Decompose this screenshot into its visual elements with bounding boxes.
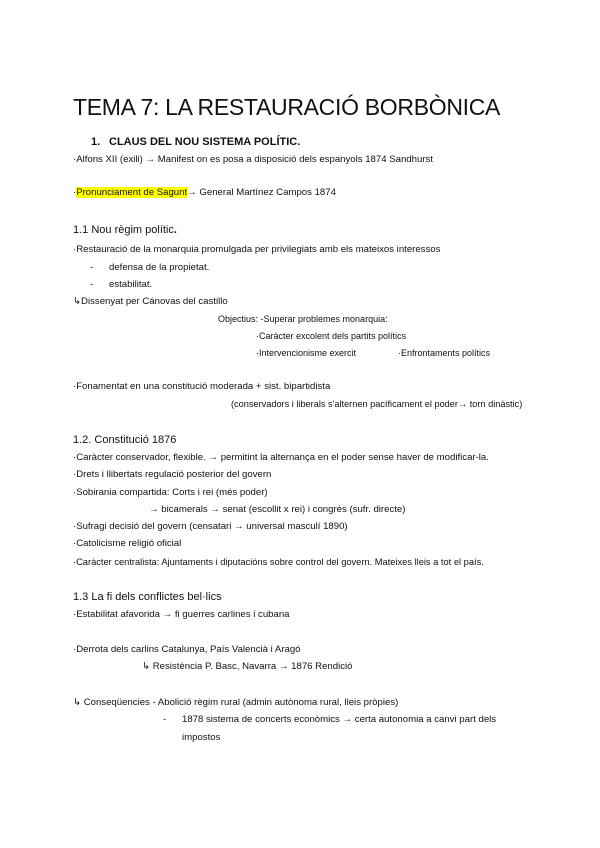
bullet-dash: -: [90, 262, 94, 273]
subsection-1-1-dot: .: [173, 224, 177, 236]
objectius-a: ·Caràcter excolent dels partits polítics: [256, 331, 407, 341]
fonamentat-line: ·Fonamentat en una constitució moderada + sist. bipartidista: [73, 381, 331, 392]
constitucio-line: ·Sobirania compartida: Corts i rei (més poder): [73, 487, 268, 498]
estabilitat-line: ·Estabilitat afavorida → fi guerres carlines i cubana: [73, 609, 290, 620]
restauracio-line: ·Restauració de la monarquia promulgada per privilegiats amb els mateixos interessos: [73, 244, 441, 255]
derrota-line: ·Derrota dels carlins Catalunya, País Valencià i Aragó: [73, 644, 301, 655]
objectius-c: ·Enfrontaments polítics: [398, 348, 491, 358]
constitucio-line: ·Catolicisme religió oficial: [73, 538, 182, 549]
subsection-1-3: 1.3 La fi dels conflictes bel·lics: [73, 591, 222, 603]
concerts-line-1: 1878 sistema de concerts econòmics → certa autonomia a canvi part dels: [182, 714, 497, 725]
bullet-dash: -: [90, 279, 94, 290]
objectius-b: ·Intervencionisme exercit: [256, 348, 357, 358]
dissenyat-line: ↳Dissenyat per Cánovas del castillo: [73, 296, 228, 307]
alfons-line: ·Alfons XII (exili) → Manifest on es posa a disposició dels espanyols 1874 Sandhurst: [73, 154, 433, 165]
pronunciament-line: [73, 187, 336, 199]
bullet-estabilitat: estabilitat.: [109, 279, 153, 290]
fonamentat-note: (conservadors i liberals s'alternen pacíficament el poder→ torn dinàstic): [231, 399, 523, 409]
concerts-line-2: impostos: [182, 732, 221, 743]
constitucio-line: → bicamerals → senat (escollit x rei) i congrés (sufr. directe): [149, 504, 406, 515]
constitucio-line: ·Caràcter centralista: Ajuntaments i diputacións sobre control del govern. Mateixes lleis a tot el país.: [73, 557, 484, 567]
concerts-dash: -: [163, 714, 167, 725]
subsection-1-2: 1.2. Constitució 1876: [73, 434, 177, 446]
subsection-1-1-label: 1.1 Nou règim polític: [73, 224, 174, 236]
subsection-1-1: [73, 224, 177, 236]
page-title: TEMA 7: LA RESTAURACIÓ BORBÒNICA: [73, 94, 501, 120]
resistencia-line: ↳ Resistència P. Basc, Navarra → 1876 Rendició: [142, 661, 353, 672]
consequencies-line: ↳ Conseqüencies - Abolició règim rural (admin autònoma rural, lleis pròpies): [73, 697, 399, 708]
constitucio-line: ·Sufragi decisió del govern (censatari → universal masculí 1890): [73, 521, 348, 532]
pronunciament-rest: → General Martínez Campos 1874: [187, 187, 336, 198]
section-number: 1.: [91, 136, 101, 148]
bullet-propietat: defensa de la propietat.: [109, 262, 210, 273]
constitucio-line: ·Drets i llibertats regulació posterior del govern: [73, 469, 272, 480]
pronunciament-highlight: Pronunciament de Sagunt: [76, 187, 188, 198]
objectius-line: Objectius: -Superar problemes monarquia:: [218, 314, 388, 324]
constitucio-line: ·Caràcter conservador, flexible. → permitint la alternança en el poder sense haver de modificar-la.: [73, 452, 489, 463]
pronunciament-prefix: ·: [73, 187, 77, 198]
section-heading: CLAUS DEL NOU SISTEMA POLÍTIC.: [109, 136, 301, 148]
